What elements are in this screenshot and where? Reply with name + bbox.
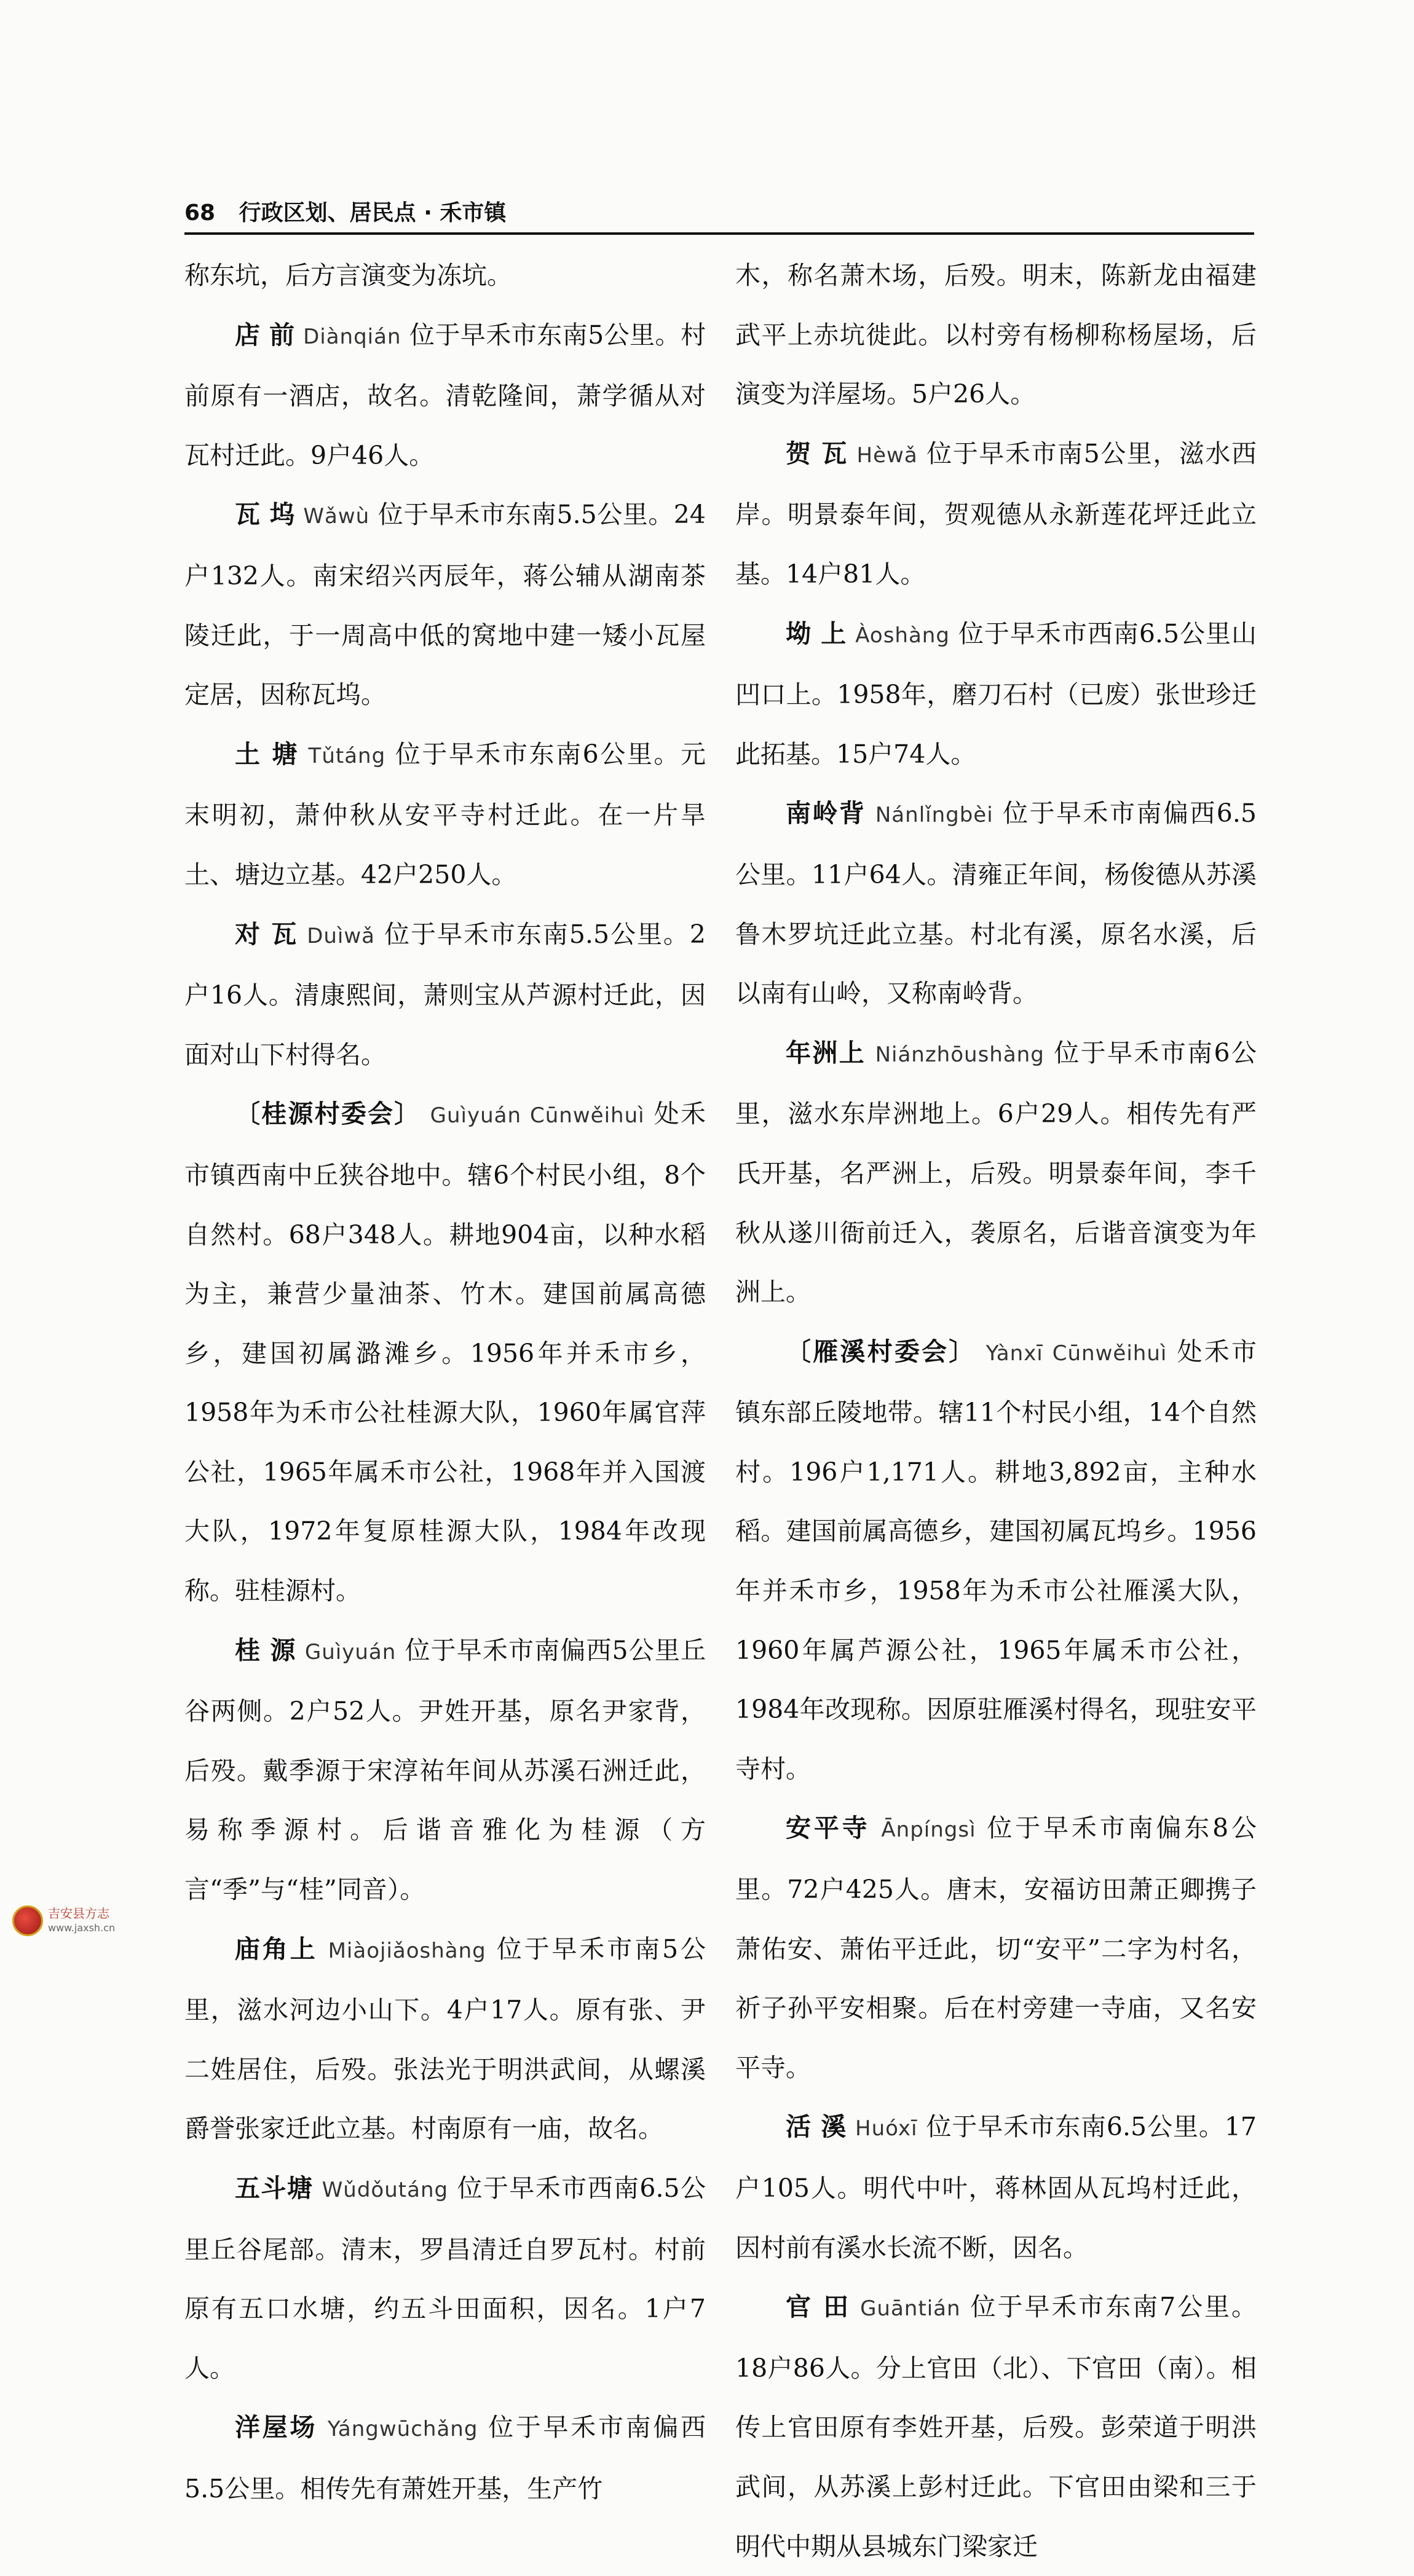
gazetteer-entry	[184, 2398, 706, 2518]
header-rule	[184, 232, 1254, 235]
entry-text: 位于早禾市南偏西6.5公里。11户64人。清雍正年间，杨俊德从苏溪鲁木罗坑迁此立基。村北有溪，原名水溪，后以南有山岭，又称南岭背。	[735, 798, 1257, 1009]
entry-pinyin: Niánzhōushàng	[875, 1042, 1045, 1067]
entry-headword: 坳 上	[786, 618, 847, 648]
watermark-text: 吉安县方志	[48, 1906, 109, 1921]
gazetteer-entry	[184, 905, 706, 1085]
gazetteer-entry	[735, 1798, 1257, 2097]
gazetteer-entry	[184, 725, 706, 905]
entry-pinyin: Guìyuán Cūnwěihuì	[430, 1103, 645, 1128]
entry-text: 位于早禾市南偏西5公里丘谷两侧。2户52人。尹姓开基，原名尹家背，后殁。戴季源于宋淳祐年间从苏溪石洲迁此，易称季源村。后谐音雅化为桂源（方言“季”与“桂”同音）。	[184, 1635, 706, 1905]
entry-text: 位于早禾市东南6.5公里。17户105人。明代中叶，蒋林固从瓦坞村迁此，因村前有溪水长流不断，因名。	[735, 2112, 1257, 2263]
entry-pinyin: Huóxī	[855, 2116, 918, 2141]
gazetteer-entry	[735, 1023, 1257, 1322]
entry-headword: 庙角上	[235, 1934, 318, 1964]
entry-pinyin: Miàojiǎoshàng	[328, 1938, 486, 1963]
left-column	[184, 246, 706, 2503]
entry-pinyin: Ānpíngsì	[881, 1818, 976, 1843]
entry-pinyin: Wǎwù	[303, 504, 370, 529]
entry-pinyin: Yángwūchǎng	[327, 2417, 478, 2442]
entry-text: 称东坑，后方言演变为冻坑。	[184, 261, 512, 290]
gazetteer-entry	[184, 1621, 706, 1920]
entry-headword: 安平寺	[786, 1813, 871, 1843]
entry-pinyin: Nánlǐngbèi	[875, 803, 993, 828]
entry-headword: 年洲上	[786, 1038, 866, 1068]
gazetteer-entry	[184, 1920, 706, 2159]
entry-text: 位于早禾市东南6公里。元末明初，萧仲秋从安平寺村迁此。在一片旱土、塘边立基。42户250人。	[184, 739, 706, 889]
entry-pinyin: Tǔtáng	[308, 743, 386, 768]
entry-pinyin: Duìwǎ	[307, 923, 376, 948]
entry-headword: 官 田	[786, 2292, 851, 2322]
entry-text: 位于早禾市东南5公里。村前原有一酒店，故名。清乾隆间，萧学循从对瓦村迁此。9户46人。	[184, 320, 706, 470]
watermark-url: www.jaxsh.cn	[48, 1922, 116, 1934]
entry-pinyin: Guìyuán	[304, 1639, 397, 1664]
entry-text: 位于早禾市南偏东8公里。72户425人。唐末，安福访田萧正卿携子萧佑安、萧佑平迁此，切“安平”二字为村名，祈子孙平安相聚。后在村旁建一寺庙，又名安平寺。	[735, 1813, 1257, 2082]
page-header	[184, 195, 1254, 227]
running-title: 行政区划、居民点 · 禾市镇	[239, 200, 507, 226]
entry-text: 木，称名萧木场，后殁。明末，陈新龙由福建武平上赤坑徙此。以村旁有杨柳称杨屋场，后演变为洋屋场。5户26人。	[735, 261, 1257, 409]
gazetteer-entry	[735, 424, 1257, 604]
gazetteer-entry	[735, 1322, 1257, 1799]
entry-headword: 对 瓦	[235, 919, 298, 949]
entry-pinyin: Hèwǎ	[856, 443, 918, 468]
gazetteer-entry	[735, 604, 1257, 784]
entry-text: 位于早禾市南5公里，滋水河边小山下。4户17人。原有张、尹二姓居住，后殁。张法光于明洪武间，从螺溪爵誉张家迁此立基。村南原有一庙，故名。	[184, 1934, 706, 2144]
gazetteer-entry	[735, 2277, 1257, 2576]
entry-text: 位于早禾市南偏西5.5公里。相传先有萧姓开基，生产竹	[184, 2413, 706, 2503]
entry-pinyin: Àoshàng	[855, 623, 950, 648]
page-number: 68	[184, 200, 216, 226]
gazetteer-entry	[184, 485, 706, 724]
entry-headword: 〔雁溪村委会〕	[786, 1336, 976, 1366]
entry-headword: 土 塘	[235, 739, 299, 769]
gazetteer-entry	[184, 305, 706, 486]
entry-text: 位于早禾市东南5.5公里。24户132人。南宋绍兴丙辰年，蒋公辅从湖南茶陵迁此，于一周高中低的窝地中建一矮小瓦屋定居，因称瓦坞。	[184, 500, 706, 710]
entry-headword: 桂 源	[235, 1635, 296, 1665]
entry-pinyin: Yànxī Cūnwěihuì	[985, 1341, 1167, 1366]
entry-headword: 南岭背	[786, 798, 866, 829]
gazetteer-entry	[735, 2097, 1257, 2277]
entry-pinyin: Wǔdǒutáng	[322, 2178, 449, 2202]
entry-headword: 〔桂源村委会〕	[235, 1099, 421, 1129]
entry-headword: 五斗塘	[235, 2173, 314, 2203]
entry-text: 位于早禾市南6公里，滋水东岸洲地上。6户29人。相传先有严氏开基，名严洲上，后殁。明景泰年间，李千秋从遂川衙前迁入，袭原名，后谐音演变为年洲上。	[735, 1038, 1257, 1307]
entry-text: 处禾市镇东部丘陵地带。辖11个村民小组，14个自然村。196户1,171人。耕地3,892亩，主种水稻。建国前属高德乡，建国初属瓦坞乡。1956年并禾市乡，1958年为禾市公社雁溪大队，1960年属芦源公社，1965年属禾市公社，1984年改现称。因原驻雁溪村得名，现驻安平寺村。	[735, 1336, 1257, 1784]
continuation-paragraph	[184, 246, 706, 305]
entry-text: 位于早禾市西南6.5公里山凹口上。1958年，磨刀石村（已废）张世珍迁此拓基。15户74人。	[735, 618, 1257, 769]
entry-text: 位于早禾市东南7公里。18户86人。分上官田（北）、下官田（南）。相传上官田原有李姓开基，后殁。彭荣道于明洪武间，从苏溪上彭村迁此。下官田由梁和三于明代中期从县城东门梁家迁	[735, 2292, 1257, 2561]
gazetteer-entry	[735, 784, 1257, 1023]
entry-text: 位于早禾市东南5.5公里。2户16人。清康熙间，萧则宝从芦源村迁此，因面对山下村得名。	[184, 919, 706, 1069]
entry-headword: 活 溪	[786, 2112, 847, 2142]
entry-text: 处禾市镇西南中丘狭谷地中。辖6个村民小组，8个自然村。68户348人。耕地904亩，以种水稻为主，兼营少量油茶、竹木。建国前属高德乡，建国初属潞滩乡。1956年并禾市乡，1958年为禾市公社桂源大队，1960年属官萍公社，1965年属禾市公社，1968年并入国渡大队，1972年复原桂源大队，1984年改现称。驻桂源村。	[184, 1099, 706, 1606]
gazetteer-entry	[184, 1084, 706, 1620]
entry-headword: 贺 瓦	[786, 438, 848, 468]
entry-text: 位于早禾市南5公里，滋水西岸。明景泰年间，贺观德从永新莲花坪迁此立基。14户81人。	[735, 438, 1257, 589]
entry-headword: 洋屋场	[235, 2413, 318, 2443]
entry-text: 位于早禾市西南6.5公里丘谷尾部。清末，罗昌清迁自罗瓦村。村前原有五口水塘，约五斗田面积，因名。1户7人。	[184, 2173, 706, 2383]
entry-headword: 店 前	[235, 320, 295, 350]
gazetteer-entry	[184, 2159, 706, 2398]
entry-pinyin: Diànqián	[303, 324, 401, 349]
watermark	[12, 1905, 115, 1936]
right-column	[735, 246, 1257, 2561]
entry-pinyin: Guāntián	[860, 2296, 961, 2322]
entry-headword: 瓦 坞	[235, 500, 295, 530]
emblem-icon	[12, 1905, 43, 1936]
continuation-paragraph	[735, 246, 1257, 424]
